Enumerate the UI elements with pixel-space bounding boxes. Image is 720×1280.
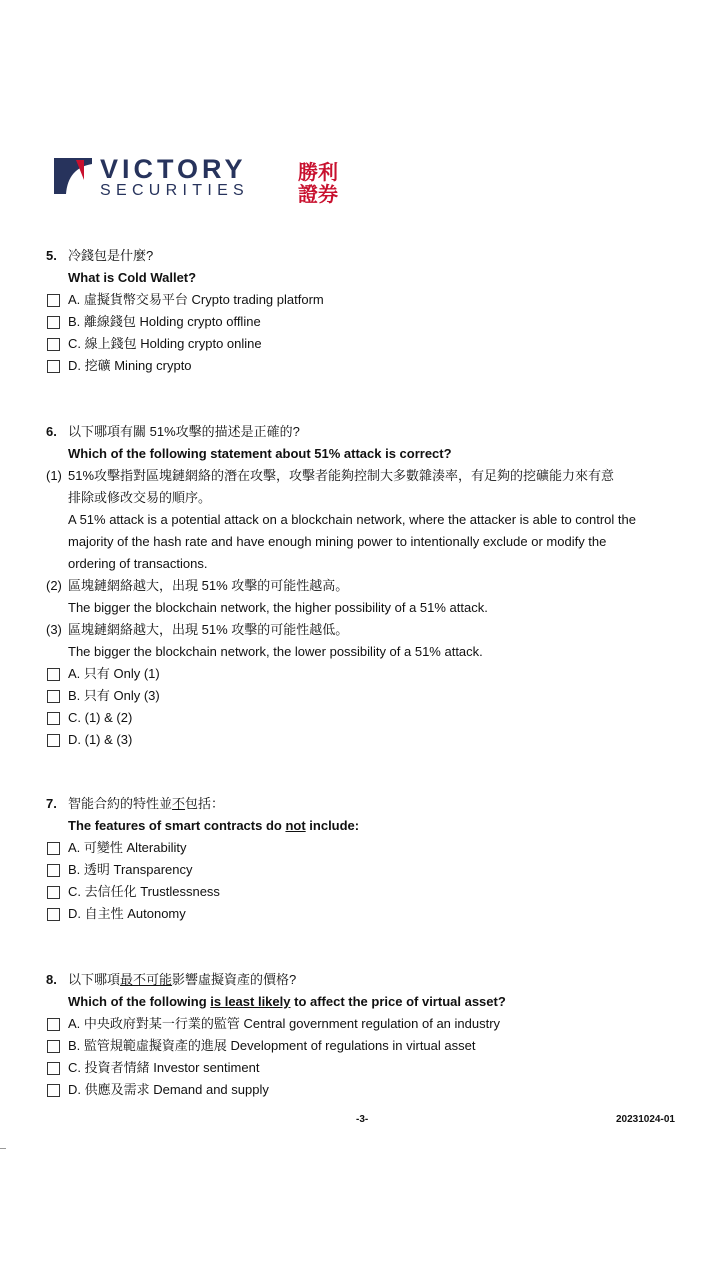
checkbox[interactable] xyxy=(47,712,60,725)
page-number: -3- xyxy=(356,1114,369,1125)
checkbox[interactable] xyxy=(47,1084,60,1097)
question-7 xyxy=(46,793,696,925)
question-number: 7. xyxy=(46,796,57,811)
option-c[interactable] xyxy=(46,333,696,355)
option-label: C. 去信任化 Trustlessness xyxy=(68,884,220,899)
statement-3 xyxy=(46,619,696,641)
option-d[interactable] xyxy=(46,355,696,377)
checkbox[interactable] xyxy=(47,338,60,351)
statement-label: (2) xyxy=(46,578,62,593)
option-c[interactable] xyxy=(46,1057,696,1079)
checkbox[interactable] xyxy=(47,864,60,877)
checkbox[interactable] xyxy=(47,908,60,921)
option-b[interactable] xyxy=(46,685,696,707)
checkbox[interactable] xyxy=(47,668,60,681)
option-d[interactable] xyxy=(46,1079,696,1101)
option-label: C. 線上錢包 Holding crypto online xyxy=(68,336,262,351)
option-label: D. 挖礦 Mining crypto xyxy=(68,358,192,373)
option-a[interactable] xyxy=(46,663,696,685)
logo-cn-line1: 勝利 xyxy=(298,160,338,184)
question-title-en: What is Cold Wallet? xyxy=(68,270,197,285)
statement-2 xyxy=(46,575,696,597)
option-c[interactable] xyxy=(46,707,696,729)
question-title-en: Which of the following is least likely to affect the price of virtual asset? xyxy=(68,994,506,1009)
document-code: 20231024-01 xyxy=(616,1114,675,1125)
option-label: A. 虛擬貨幣交易平台 Crypto trading platform xyxy=(68,292,324,307)
statement-en: The bigger the blockchain network, the lower possibility of a 51% attack. xyxy=(68,644,483,659)
option-label: B. 監管規範虛擬資產的進展 Development of regulations in virtual asset xyxy=(68,1038,476,1053)
option-label: B. 透明 Transparency xyxy=(68,862,193,877)
option-b[interactable] xyxy=(46,311,696,333)
option-label: C. 投資者情緒 Investor sentiment xyxy=(68,1060,260,1075)
statement-1 xyxy=(46,465,696,487)
question-title-en: The features of smart contracts do not include: xyxy=(68,818,360,833)
checkbox[interactable] xyxy=(47,1018,60,1031)
option-a[interactable] xyxy=(46,837,696,859)
logo-brand: VICTORY xyxy=(100,154,247,184)
option-label: D. 供應及需求 Demand and supply xyxy=(68,1082,269,1097)
checkbox[interactable] xyxy=(47,294,60,307)
statement-label: (3) xyxy=(46,622,62,637)
option-c[interactable] xyxy=(46,881,696,903)
option-label: D. 自主性 Autonomy xyxy=(68,906,186,921)
statement-en: majority of the hash rate and have enough mining power to intentionally exclude or modify the xyxy=(68,534,607,549)
checkbox[interactable] xyxy=(47,1062,60,1075)
question-number: 5. xyxy=(46,248,57,263)
question-5 xyxy=(46,245,696,377)
option-label: B. 離線錢包 Holding crypto offline xyxy=(68,314,261,329)
question-title-cn: 冷錢包是什麼? xyxy=(68,248,154,263)
logo-mark-icon xyxy=(52,154,96,198)
statement-en: ordering of transactions. xyxy=(68,556,208,571)
option-b[interactable] xyxy=(46,1035,696,1057)
question-title-cn: 以下哪項最不可能影響虛擬資產的價格? xyxy=(68,972,297,987)
checkbox[interactable] xyxy=(47,690,60,703)
victory-securities-logo xyxy=(52,154,338,206)
question-number: 6. xyxy=(46,424,57,439)
statement-label: (1) xyxy=(46,468,62,483)
option-label: A. 可變性 Alterability xyxy=(68,840,187,855)
option-label: A. 只有 Only (1) xyxy=(68,666,160,681)
logo-brand-sub: SECURITIES xyxy=(100,182,250,199)
option-label: A. 中央政府對某一行業的監管 Central government regulation of an industry xyxy=(68,1016,501,1031)
checkbox[interactable] xyxy=(47,886,60,899)
statement-cn: 區塊鏈網絡越大，出現 51% 攻擊的可能性越低。 xyxy=(68,622,349,637)
checkbox[interactable] xyxy=(47,1040,60,1053)
option-d[interactable] xyxy=(46,903,696,925)
question-title-cn: 智能合約的特性並不包括： xyxy=(68,796,225,811)
checkbox[interactable] xyxy=(47,734,60,747)
checkbox[interactable] xyxy=(47,842,60,855)
checkbox[interactable] xyxy=(47,316,60,329)
option-label: D. (1) & (3) xyxy=(68,732,133,747)
option-a[interactable] xyxy=(46,289,696,311)
statement-en: The bigger the blockchain network, the higher possibility of a 51% attack. xyxy=(68,600,488,615)
logo-cn-line2: 證券 xyxy=(298,182,338,206)
checkbox[interactable] xyxy=(47,360,60,373)
option-d[interactable] xyxy=(46,729,696,751)
question-8 xyxy=(46,969,696,1101)
question-number: 8. xyxy=(46,972,57,987)
option-a[interactable] xyxy=(46,1013,696,1035)
statement-cn: 區塊鏈網絡越大，出現 51% 攻擊的可能性越高。 xyxy=(68,578,349,593)
statement-cn: 51%攻擊指對區塊鏈網絡的潛在攻擊，攻擊者能夠控制大多數雜湊率，有足夠的挖礦能力來有意 xyxy=(68,468,615,483)
option-label: B. 只有 Only (3) xyxy=(68,688,160,703)
question-6 xyxy=(46,421,696,751)
question-title-en: Which of the following statement about 51% attack is correct? xyxy=(68,446,452,461)
statement-en: A 51% attack is a potential attack on a blockchain network, where the attacker is able to control the xyxy=(68,512,636,527)
option-b[interactable] xyxy=(46,859,696,881)
question-title-cn: 以下哪項有關 51%攻擊的描述是正確的? xyxy=(68,424,300,439)
option-label: C. (1) & (2) xyxy=(68,710,133,725)
statement-cn: 排除或修改交易的順序。 xyxy=(68,490,212,505)
margin-mark xyxy=(0,1148,6,1149)
